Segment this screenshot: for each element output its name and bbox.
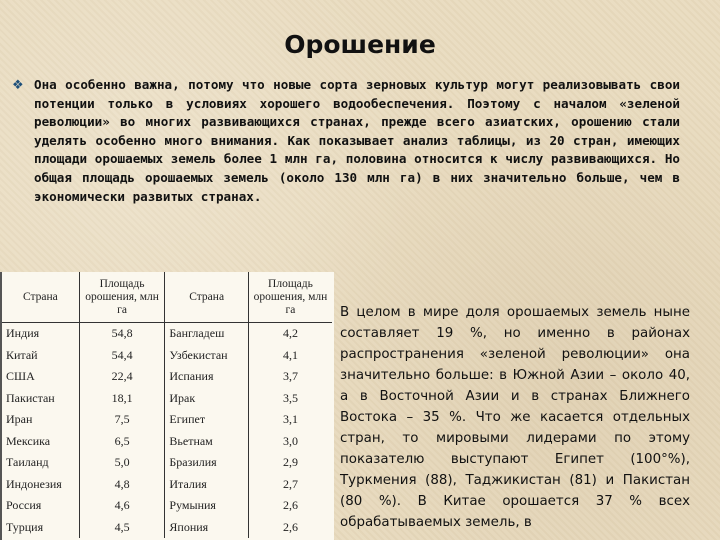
country-cell: Ирак [165, 388, 249, 410]
country-cell: Китай [2, 345, 79, 367]
area-cell: 6,5 [79, 431, 165, 453]
country-cell: Пакистан [2, 388, 79, 410]
country-cell: Индия [2, 323, 79, 345]
area-cell: 2,6 [282, 519, 298, 534]
irrigation-table [2, 272, 332, 538]
area-cell: 4,2 [282, 326, 298, 341]
country-cell: Италия [165, 474, 249, 496]
table-row [2, 431, 332, 453]
area-cell: 22,4 [79, 366, 165, 388]
bullet-paragraph [12, 76, 680, 206]
irrigation-table-container [0, 272, 334, 540]
area-cell: 54,4 [79, 345, 165, 367]
area-cell: 3,1 [282, 412, 298, 427]
country-cell: Турция [2, 517, 79, 539]
country-cell: США [2, 366, 79, 388]
area-cell: 2,7 [282, 476, 298, 491]
area-cell: 18,1 [79, 388, 165, 410]
country-cell: Египет [165, 409, 249, 431]
table-row [2, 409, 332, 431]
area-cell: 54,8 [79, 323, 165, 345]
table-row [2, 345, 332, 367]
country-cell: Таиланд [2, 452, 79, 474]
side-paragraph: В целом в мире доля орошаемых земель ныне составляет 19 %, но именно в районах распространения «зеленой революции» она значительно больше: в Южной Азии – около 40, а в Восточной Азии и в странах Ближнего Востока – 35 %. Что же касается отдельных стран, то мировыми лидерами по этому показателю выступают Египет (100°%), Туркмения (88), Таджикистан (81) и Пакистан (80 %). В Китае орошается 37 % всех обрабатываемых земель, в [340, 305, 690, 530]
country-cell: Бразилия [165, 452, 249, 474]
diamond-bullet-icon: ❖ [12, 78, 24, 93]
table-row [2, 517, 332, 539]
country-cell: Мексика [2, 431, 79, 453]
country-cell: Испания [165, 366, 249, 388]
area-cell: 5,0 [79, 452, 165, 474]
table-row [2, 366, 332, 388]
country-cell: Япония [165, 517, 249, 539]
country-cell: Бангладеш [165, 323, 249, 345]
area-cell: 2,9 [282, 455, 298, 470]
country-cell: Узбекистан [165, 345, 249, 367]
table-row [2, 495, 332, 517]
country-cell: Индонезия [2, 474, 79, 496]
bullet-text: Она особенно важна, потому что новые сорта зерновых культур могут реализовывать свои потенции только в условиях хорошего водообеспечения. Поэтому с началом «зеленой революции» во многих развивающихся странах, прежде всего азиатских, орошению стали уделять особенно много внимания. Как показывает анализ таблицы, из 20 стран, имеющих площади орошаемых земель более 1 млн га, половина относится к числу развивающихся. Но общая площадь орошаемых земель (около 130 млн га) в них значительно больше, чем в экономически развитых странах. [34, 77, 680, 204]
area-cell: 3,0 [282, 433, 298, 448]
slide-title: Орошение [284, 30, 436, 59]
country-cell: Вьетнам [165, 431, 249, 453]
area-cell: 3,5 [282, 390, 298, 405]
table-row [2, 388, 332, 410]
area-cell: 4,1 [282, 347, 298, 362]
area-cell: 4,8 [79, 474, 165, 496]
area-cell: 2,6 [282, 498, 298, 513]
country-cell: Иран [2, 409, 79, 431]
table-row [2, 474, 332, 496]
header-country: Страна [165, 272, 249, 323]
table-row [2, 452, 332, 474]
area-cell: 4,5 [79, 517, 165, 539]
header-area: Площадь орошения, млн га [79, 272, 165, 323]
area-cell: 3,7 [282, 369, 298, 384]
table-body [2, 323, 332, 539]
area-cell: 7,5 [79, 409, 165, 431]
country-cell: Россия [2, 495, 79, 517]
table-row [2, 323, 332, 345]
area-cell: 4,6 [79, 495, 165, 517]
header-area: Площадь орошения, млн га [248, 272, 332, 323]
header-country: Страна [2, 272, 79, 323]
table-header-row [2, 272, 332, 323]
country-cell: Румыния [165, 495, 249, 517]
